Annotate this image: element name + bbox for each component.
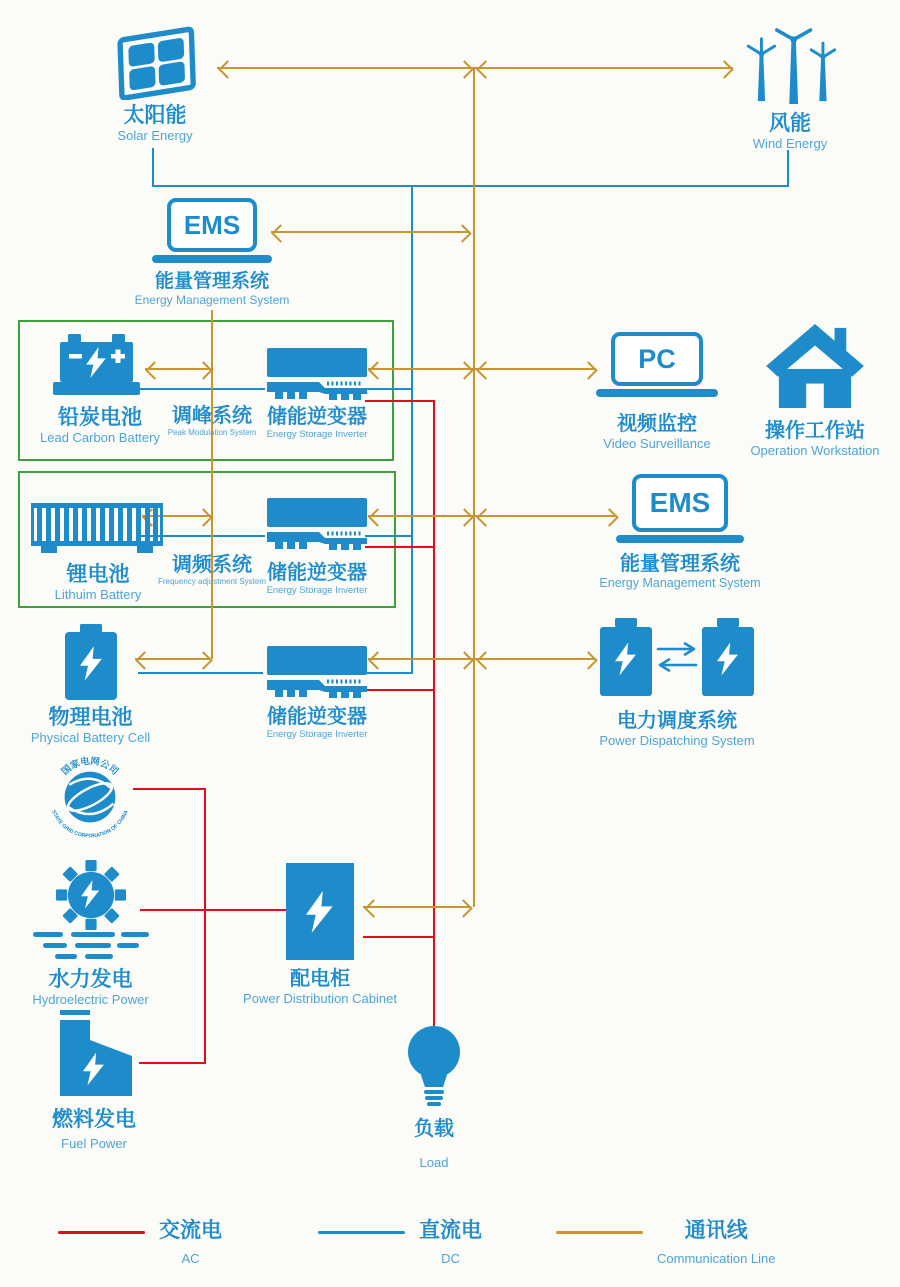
arrowhead xyxy=(476,361,494,379)
legend-ac-zh: 交流电 xyxy=(159,1219,222,1242)
arrowhead xyxy=(476,60,494,78)
node-label-en: Load xyxy=(419,1155,449,1170)
node-distribution-cabinet xyxy=(243,863,397,1007)
node-ems-1 xyxy=(134,198,290,308)
arrowhead xyxy=(455,508,473,526)
node-fuel-power xyxy=(38,1006,150,1152)
arrowhead xyxy=(455,60,473,78)
node-label-en: Fuel Power xyxy=(61,1136,127,1152)
node-label-zh: 储能逆变器 xyxy=(267,406,367,428)
water-waves-icon xyxy=(33,932,149,962)
node-label-en: Hydroelectric Power xyxy=(32,992,149,1008)
node-peak-system xyxy=(152,405,272,438)
legend-dc-en: DC xyxy=(441,1251,460,1267)
ems-laptop-icon xyxy=(152,198,272,263)
inverter-icon xyxy=(267,348,367,402)
legend-ac-en: AC xyxy=(181,1251,200,1267)
node-frequency-system xyxy=(152,554,272,587)
ems-icon-text: EMS xyxy=(183,209,241,240)
node-label-zh: 风能 xyxy=(769,112,811,135)
node-label-zh: 负载 xyxy=(414,1118,454,1140)
node-workstation xyxy=(740,324,890,459)
node-physical-battery xyxy=(28,624,153,746)
battery-icon xyxy=(600,618,652,696)
node-label-zh: 视频监控 xyxy=(617,413,697,435)
node-label-en: Operation Workstation xyxy=(750,443,880,458)
node-label-en: Lead Carbon Battery xyxy=(40,430,160,446)
arrowhead xyxy=(476,508,494,526)
state-grid-logo-icon xyxy=(43,750,137,844)
exchange-arrows-icon xyxy=(655,637,699,677)
lightning-icon xyxy=(306,890,334,934)
ac-bus-line xyxy=(433,400,435,1026)
node-label-en: Energy Storage Inverter xyxy=(266,585,368,596)
dc-line xyxy=(787,150,789,187)
legend-comm xyxy=(556,1219,776,1267)
node-label-zh: 太阳能 xyxy=(123,104,187,127)
node-label-en: Solar Energy xyxy=(117,128,193,144)
node-video-surveillance xyxy=(593,332,721,452)
node-label-zh: 物理电池 xyxy=(48,706,133,729)
node-label-zh: 操作工作站 xyxy=(765,420,865,442)
arrowhead xyxy=(476,651,494,669)
ac-line xyxy=(133,788,206,790)
node-label-en: Video Surveillance xyxy=(603,436,711,451)
legend-ac-line xyxy=(58,1231,145,1234)
node-label-en: Power Distribution Cabinet xyxy=(243,991,397,1006)
lithium-battery-icon xyxy=(31,503,166,555)
comm-line xyxy=(271,231,470,233)
wind-turbines-icon xyxy=(722,22,858,104)
legend-dc xyxy=(318,1219,482,1267)
node-label-en: Energy Management System xyxy=(599,576,761,590)
state-grid-en-arc-text: STATE GRID CORPORATION OF CHINA xyxy=(50,809,130,840)
node-label-zh: 能量管理系统 xyxy=(154,271,269,292)
ems-icon-text: EMS xyxy=(649,487,711,518)
legend-ac xyxy=(58,1219,222,1267)
house-icon xyxy=(766,324,864,408)
comm-bus-line xyxy=(473,67,475,907)
node-label-zh: 调频系统 xyxy=(172,554,252,576)
node-label-zh: 锂电池 xyxy=(66,563,130,586)
node-label-en: Peak Modulation System xyxy=(167,428,257,437)
node-hydroelectric xyxy=(28,860,153,1008)
node-lithium-battery xyxy=(28,503,168,603)
dc-bus-line xyxy=(152,185,789,187)
node-label-en: Frequency adjustment System xyxy=(157,577,267,586)
cabinet-icon xyxy=(286,863,354,960)
physical-battery-icon xyxy=(65,624,117,700)
dc-line xyxy=(152,148,154,187)
node-label-en: Energy Storage Inverter xyxy=(266,729,368,740)
state-grid-zh-arc-text: 国家电网公司 xyxy=(58,754,122,777)
gear-lightning-icon xyxy=(56,860,126,930)
legend-comm-zh: 通讯线 xyxy=(684,1219,748,1242)
legend-dc-line xyxy=(318,1231,405,1234)
node-wind xyxy=(712,22,868,152)
node-label-zh: 储能逆变器 xyxy=(267,706,367,728)
pc-icon-text: PC xyxy=(638,343,676,374)
legend-comm-en: Communication Line xyxy=(657,1251,776,1267)
dispatch-batteries-icon xyxy=(600,618,754,696)
node-label-zh: 配电柜 xyxy=(290,968,350,990)
node-load xyxy=(374,1026,494,1171)
node-label-zh: 能量管理系统 xyxy=(620,553,740,575)
inverter-icon xyxy=(267,646,367,700)
node-inverter-1 xyxy=(255,348,379,441)
node-label-zh: 储能逆变器 xyxy=(267,562,367,584)
node-label-zh: 水力发电 xyxy=(48,968,133,991)
node-label-en: Energy Storage Inverter xyxy=(266,429,368,440)
arrowhead xyxy=(194,651,212,669)
ems-laptop-icon xyxy=(616,474,744,543)
lead-battery-icon xyxy=(52,334,148,400)
pc-laptop-icon xyxy=(596,332,718,397)
solar-panel-icon xyxy=(105,26,205,100)
node-label-zh: 铅炭电池 xyxy=(58,406,142,429)
arrowhead xyxy=(453,224,471,242)
legend-dc-zh: 直流电 xyxy=(419,1219,482,1242)
node-state-grid-logo xyxy=(42,750,138,844)
node-label-zh: 电力调度系统 xyxy=(617,710,737,732)
node-power-dispatching xyxy=(592,618,762,749)
inverter-icon xyxy=(267,498,367,552)
node-inverter-3 xyxy=(255,646,379,741)
node-solar xyxy=(85,26,225,144)
dc-line xyxy=(138,672,263,674)
legend-comm-line xyxy=(556,1231,643,1234)
node-label-en: Physical Battery Cell xyxy=(30,730,151,746)
ac-grid-bus-line xyxy=(204,788,206,1064)
battery-icon xyxy=(702,618,754,696)
node-ems-2 xyxy=(599,474,761,592)
node-lead-carbon-battery xyxy=(36,334,164,446)
arrowhead xyxy=(455,361,473,379)
node-label-en: Energy Management System xyxy=(134,292,290,307)
node-inverter-2 xyxy=(255,498,379,597)
node-label-zh: 燃料发电 xyxy=(52,1108,136,1131)
node-label-en: Lithuim Battery xyxy=(54,587,142,603)
dc-bus-line xyxy=(411,187,413,674)
node-label-en: Power Dispatching System xyxy=(599,733,755,748)
node-label-zh: 调峰系统 xyxy=(172,405,252,427)
arrowhead xyxy=(454,899,472,917)
fuel-plant-icon xyxy=(48,1006,140,1096)
light-bulb-icon xyxy=(406,1026,462,1108)
node-label-en: Wind Energy xyxy=(752,136,828,152)
comm-line xyxy=(217,67,733,69)
arrowhead xyxy=(455,651,473,669)
comm-ems-bus-line xyxy=(211,310,213,659)
